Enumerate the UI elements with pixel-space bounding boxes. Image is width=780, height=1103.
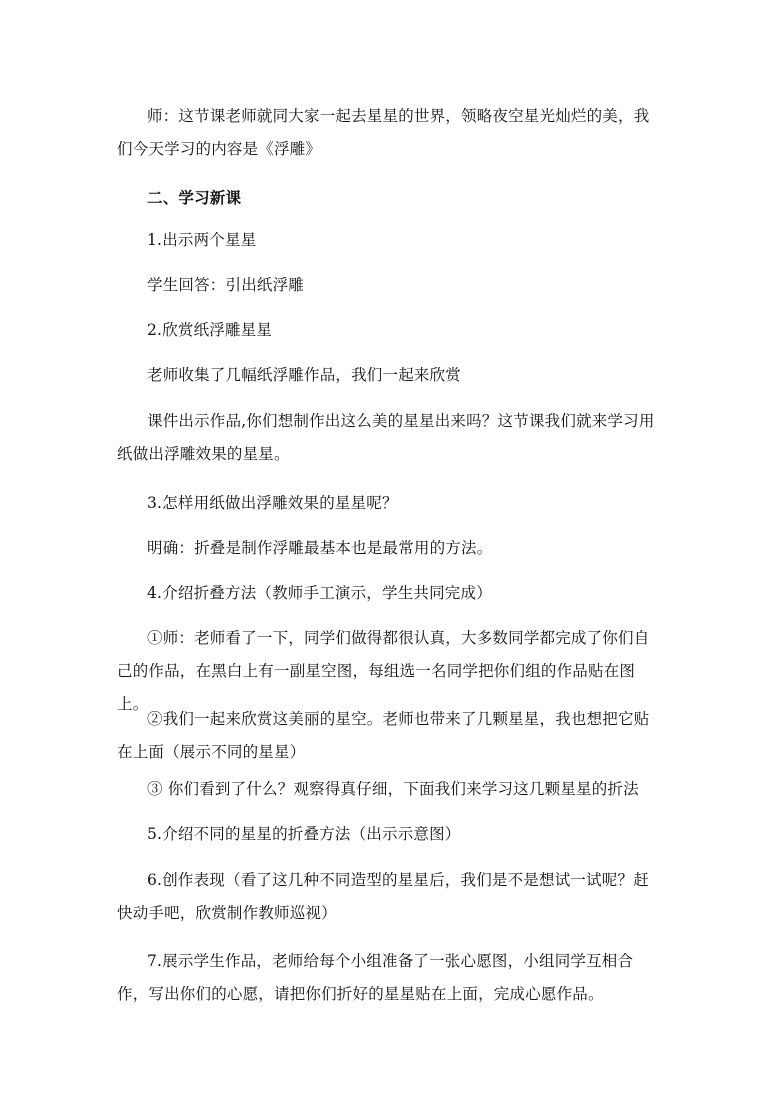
paragraph-item-3: ③ 你们看到了什么？观察得真仔细，下面我们来学习这几颗星星的折法 <box>147 780 639 798</box>
paragraph-step-6: 6.创作表现（看了这几种不同造型的星星后，我们是不是想试一试呢？赶快动手吧，欣赏制作教师巡视） <box>117 871 649 922</box>
paragraph-step-2: 2.欣赏纸浮雕星星 <box>147 321 273 339</box>
paragraph-intro: 师：这节课老师就同大家一起去星星的世界，领略夜空星光灿烂的美，我们今天学习的内容是《浮雕》 <box>117 107 650 158</box>
paragraph-step-5: 5.介绍不同的星星的折叠方法（出示示意图） <box>147 825 461 843</box>
paragraph-item-1: ①师：老师看了一下，同学们做得都很认真，大多数同学都完成了你们自己的作品，在黑白上有一副星空图，每组选一名同学把你们组的作品贴在图上。 <box>117 629 650 713</box>
paragraph-collected-works: 老师收集了几幅纸浮雕作品，我们一起来欣赏 <box>147 366 462 384</box>
paragraph-student-answer: 学生回答：引出纸浮雕 <box>147 276 305 294</box>
paragraph-step-3: 3.怎样用纸做出浮雕效果的星星呢？ <box>147 494 398 512</box>
paragraph-step-7: 7.展示学生作品，老师给每个小组准备了一张心愿图，小组同学互相合作，写出你们的心愿，请把你们折好的星星贴在上面，完成心愿作品。 <box>117 952 634 1003</box>
paragraph-courseware: 课件出示作品,你们想制作出这么美的星星出来吗？这节课我们就来学习用纸做出浮雕效果的星星。 <box>117 412 655 463</box>
paragraph-step-4: 4.介绍折叠方法（教师手工演示，学生共同完成） <box>147 584 492 602</box>
paragraph-step-1: 1.出示两个星星 <box>147 231 257 249</box>
paragraph-item-2: ②我们一起来欣赏这美丽的星空。老师也带来了几颗星星，我也想把它贴在上面（展示不同的星星） <box>117 710 650 761</box>
paragraph-clarify: 明确：折叠是制作浮雕最基本也是最常用的方法。 <box>147 539 493 557</box>
section-heading-new-lesson: 二、学习新课 <box>147 189 242 207</box>
